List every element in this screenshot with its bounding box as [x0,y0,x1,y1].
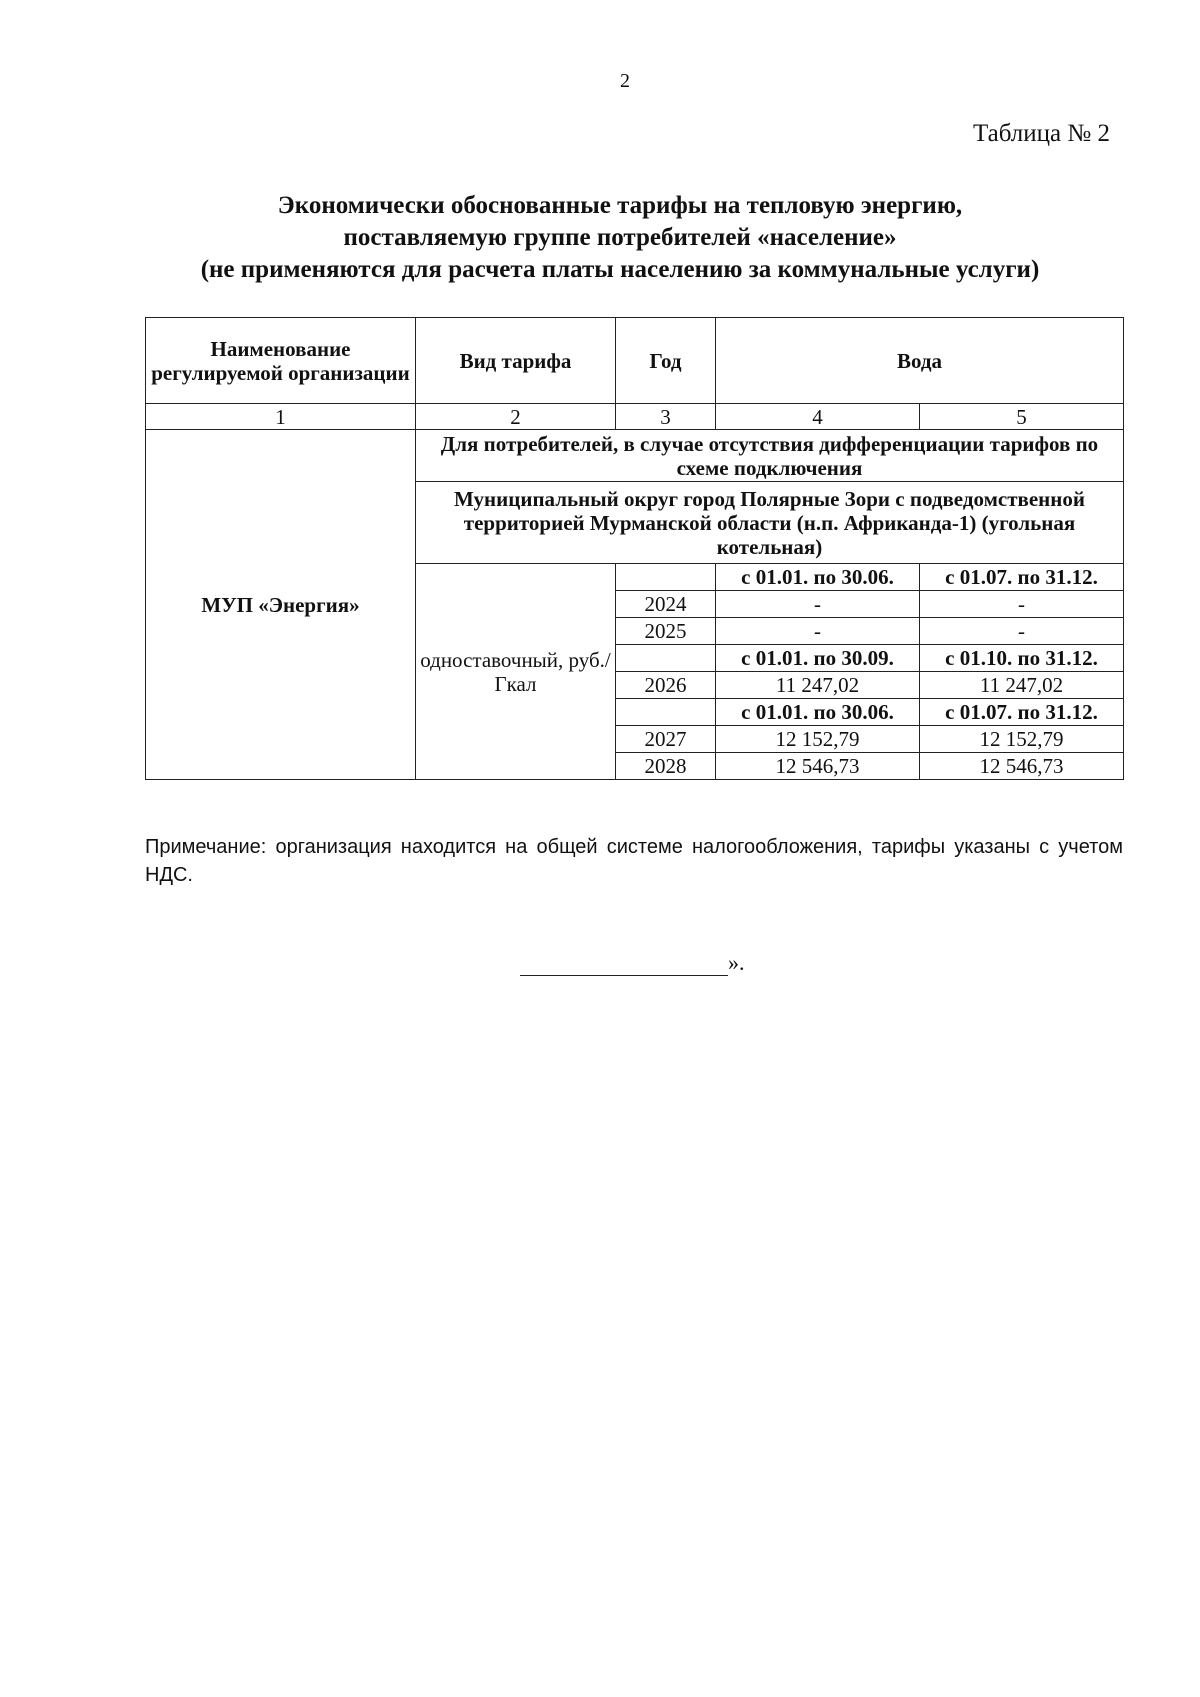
period-header: с 01.10. по 31.12. [920,645,1124,672]
period-header: с 01.07. по 31.12. [920,564,1124,591]
tariff-table [145,317,1124,780]
empty-cell [616,699,716,726]
value-cell: - [920,618,1124,645]
value-cell: - [716,618,920,645]
title-line: (не применяются для расчета платы населению за коммунальные услуги) [200,256,1040,283]
year-cell: 2024 [616,591,716,618]
document-title [130,190,1110,286]
year-cell: 2025 [616,618,716,645]
period-header: с 01.01. по 30.06. [716,699,920,726]
column-number-row [146,404,1124,430]
period-header: с 01.07. по 31.12. [920,699,1124,726]
value-cell: - [716,591,920,618]
empty-cell [616,645,716,672]
year-cell: 2027 [616,726,716,753]
value-cell: 12 546,73 [920,753,1124,780]
column-number: 2 [416,404,616,430]
title-line: Экономически обоснованные тарифы на тепловую энергию, [277,192,963,219]
organization-name: МУП «Энергия» [146,430,416,780]
column-number: 3 [616,404,716,430]
column-number: 4 [716,404,920,430]
value-cell: 12 546,73 [716,753,920,780]
period-header: с 01.01. по 30.09. [716,645,920,672]
empty-cell [616,564,716,591]
closing-quote: ». [728,950,745,975]
period-header: с 01.01. по 30.06. [716,564,920,591]
title-line: поставляемую группе потребителей «население» [343,224,897,251]
value-cell: 12 152,79 [920,726,1124,753]
header-water: Вода [716,318,1124,404]
footnote: Примечание: организация находится на общей системе налогообложения, тарифы указаны с учетом НДС. [145,836,1123,886]
area-note: Муниципальный округ город Полярные Зори с подведомственной территорией Мурманской области (н.п. Африканда-1) (угольная котельная) [416,482,1124,564]
header-org: Наименование регулируемой организации [146,318,416,404]
column-number: 1 [146,404,416,430]
year-cell: 2026 [616,672,716,699]
signature-line [520,953,728,976]
column-number: 5 [920,404,1124,430]
table-label: Таблица № 2 [972,120,1110,147]
value-cell: 11 247,02 [716,672,920,699]
header-tariff-type: Вид тарифа [416,318,616,404]
year-cell: 2028 [616,753,716,780]
tariff-type: одноставочный, руб./Гкал [416,564,616,780]
closing-mark [520,950,745,976]
value-cell: 12 152,79 [716,726,920,753]
value-cell: 11 247,02 [920,672,1124,699]
group-note-row [146,430,1124,482]
header-year: Год [616,318,716,404]
table-header-row [146,318,1124,404]
value-cell: - [920,591,1124,618]
page-number: 2 [620,70,630,92]
group-note: Для потребителей, в случае отсутствия дифференциации тарифов по схеме подключения [416,430,1124,482]
